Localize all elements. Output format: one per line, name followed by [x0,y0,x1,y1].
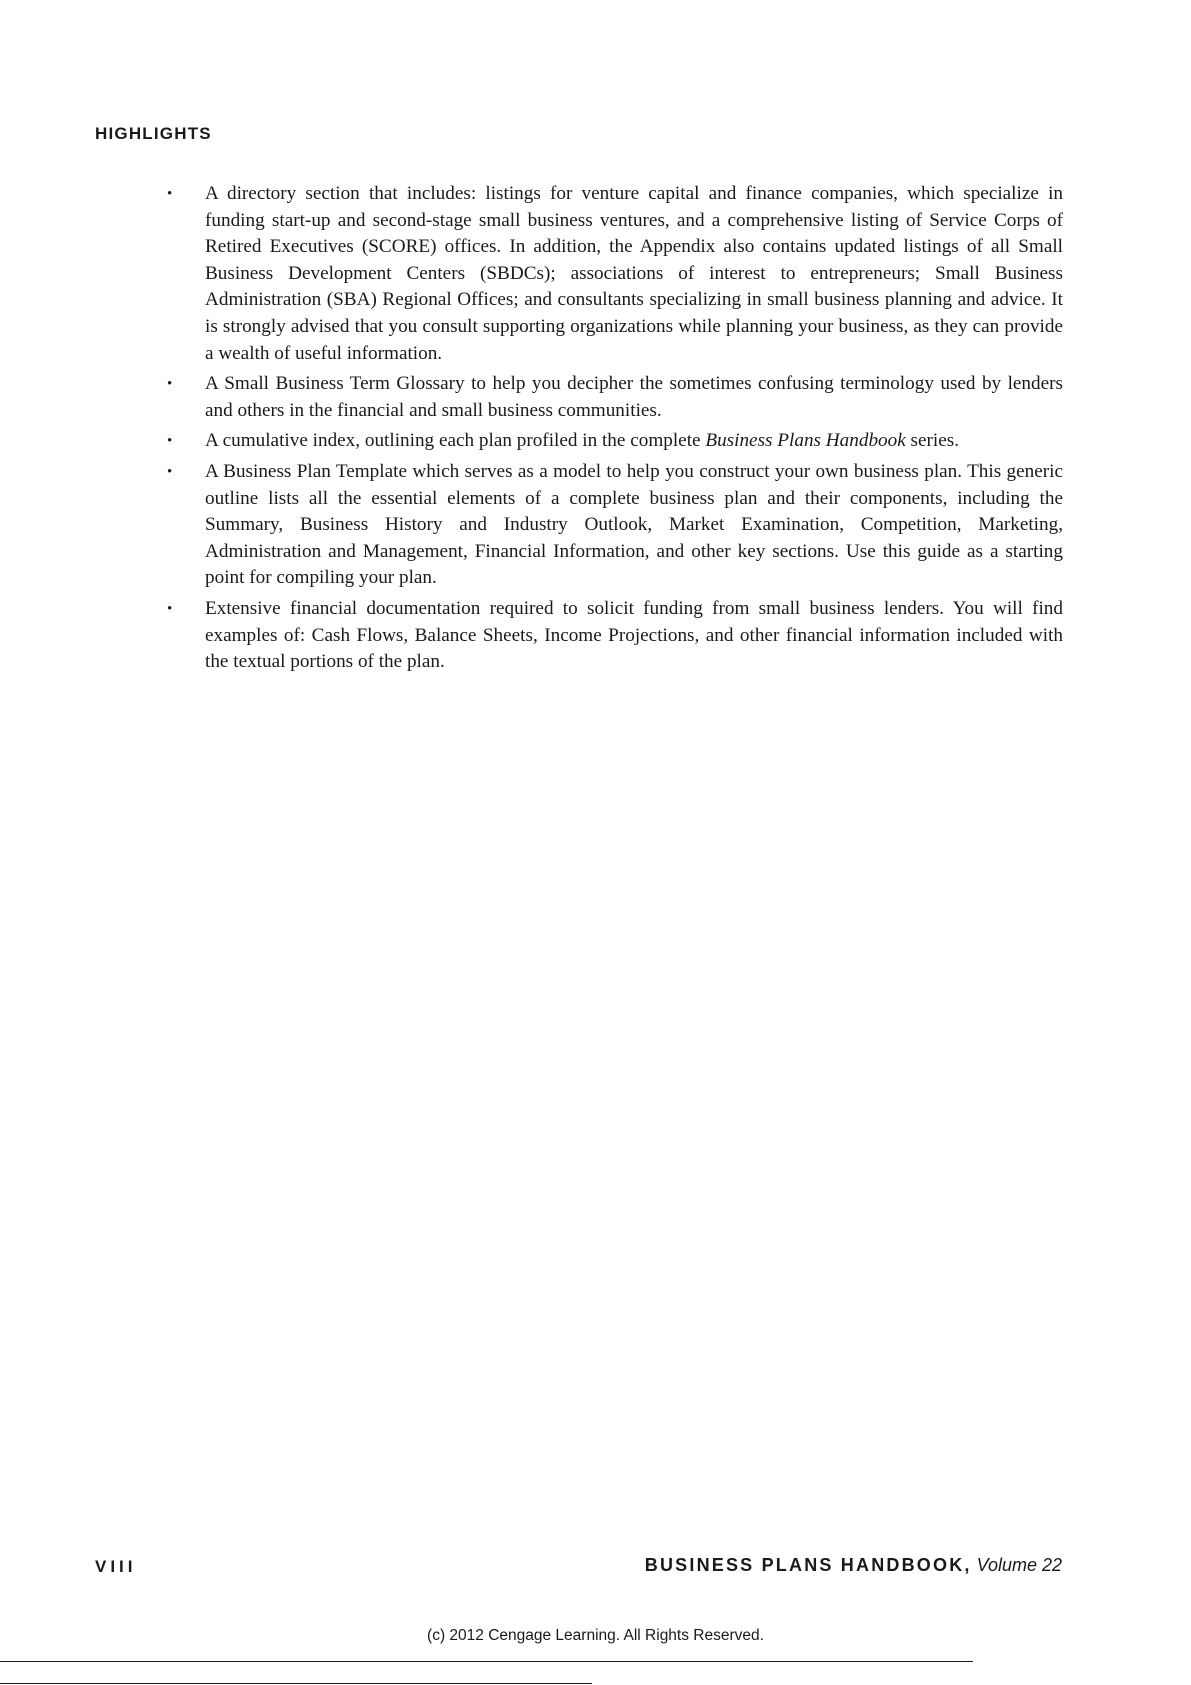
running-footer [645,1555,1062,1576]
section-heading: HIGHLIGHTS [95,124,212,143]
footer-rule [0,1661,973,1662]
list-item-text: A Business Plan Template which serves as a model to help you construct your own business plan. This generic outline lists all the essential elements of a complete business plan and their components, including the Summary, Business History and Industry Outlook, Market Examination, Competition, Marketing, Administration and Management, Financial Information, and other key sections. Use this guide as a starting point for compiling your plan. [205,460,1063,589]
list-item-text: A Small Business Term Glossary to help you decipher the sometimes confusing terminology used by lenders and others in the financial and small business communities. [205,373,1063,421]
highlights-list [160,181,1063,680]
list-item-text [205,428,1063,455]
page-number: VIII [95,1557,137,1576]
list-item [160,371,1063,424]
list-item [160,428,1063,455]
list-item-text-start: A cumulative index, outlining each plan profiled in the complete [205,430,706,452]
book-title-italic: Business Plans Handbook [705,430,906,452]
footer-book-title: BUSINESS PLANS HANDBOOK, [644,1555,972,1575]
bullet-icon: • [167,433,173,450]
bullet-icon: • [167,376,173,393]
bullet-icon: • [167,463,173,480]
copyright-notice: (c) 2012 Cengage Learning. All Rights Reserved. [427,1627,764,1644]
list-item-text: A directory section that includes: listings for venture capital and finance companies, which specialize in funding start-up and second-stage small business ventures, and a comprehensive listing of Service Corps of Retired Executives (SCORE) offices. In addition, the Appendix also contains updated listings of all Small Business Development Centers (SBDCs); associations of interest to entrepreneurs; Small Business Administration (SBA) Regional Offices; and consultants specializing in small business planning and advice. It is strongly advised that you consult supporting organizations while planning your business, as they can provide a wealth of useful information. [205,183,1063,364]
bullet-icon: • [167,186,173,202]
list-item [160,181,1063,367]
list-item-text: Extensive financial documentation required to solicit funding from small business lenders. You will find examples of: Cash Flows, Balance Sheets, Income Projections, and other financial information included with the textual portions of the plan. [205,597,1063,673]
list-item [160,459,1063,592]
bottom-rule [0,1683,592,1684]
list-item [160,596,1063,676]
bullet-icon: • [167,600,173,617]
list-item-text-end: series. [905,430,960,452]
footer-book-volume: Volume 22 [976,1555,1062,1575]
